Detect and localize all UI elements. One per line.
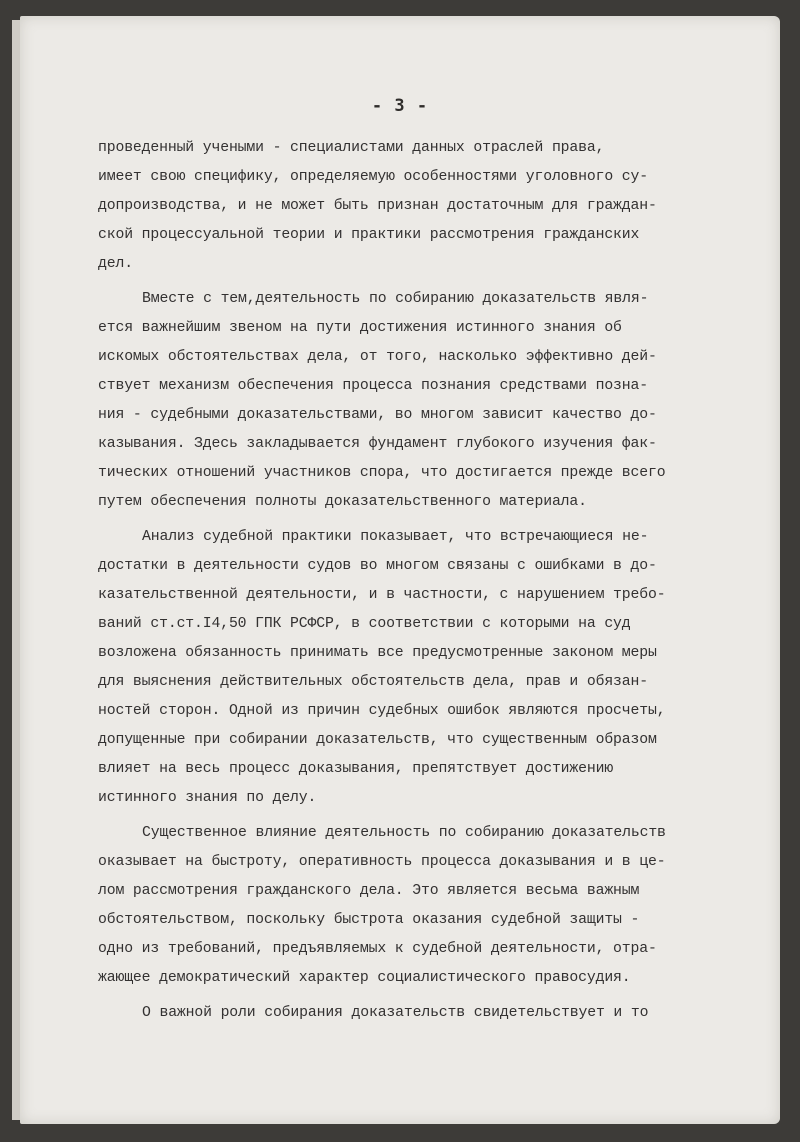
- text-line: Существенное влияние деятельность по собиранию доказательств: [142, 825, 666, 841]
- text-line: имеет свою специфику, определяемую особенностями уголовного су-: [98, 169, 648, 185]
- text-line: обстоятельством, поскольку быстрота оказания судебной защиты -: [98, 912, 640, 928]
- text-line: проведенный учеными - специалистами данных отраслей права,: [98, 140, 605, 156]
- text-line: путем обеспечения полноты доказательственного материала.: [98, 494, 587, 510]
- text-line: достатки в деятельности судов во многом связаны с ошибками в до-: [98, 558, 657, 574]
- text-line: ской процессуальной теории и практики рассмотрения гражданских: [98, 227, 640, 243]
- text-line: искомых обстоятельствах дела, от того, насколько эффективно дей-: [98, 349, 657, 365]
- text-line: О важной роли собирания доказательств свидетельствует и то: [142, 1005, 649, 1021]
- text-line: жающее демократический характер социалистического правосудия.: [98, 970, 631, 986]
- text-line: казывания. Здесь закладывается фундамент глубокого изучения фак-: [98, 436, 657, 452]
- paragraph-1: [98, 134, 698, 279]
- text-line: Анализ судебной практики показывает, что встречающиеся не-: [142, 529, 649, 545]
- text-line: дел.: [98, 256, 133, 272]
- text-line: одно из требований, предъявляемых к судебной деятельности, отра-: [98, 941, 657, 957]
- text-line: ствует механизм обеспечения процесса познания средствами позна-: [98, 378, 648, 394]
- text-line: ваний ст.ст.I4,50 ГПК РСФСР, в соответствии с которыми на суд: [98, 616, 631, 632]
- text-line: Вместе с тем,деятельность по собиранию доказательств явля-: [142, 291, 649, 307]
- text-line: допущенные при собирании доказательств, что существенным образом: [98, 732, 657, 748]
- text-line: ется важнейшим звеном на пути достижения истинного знания об: [98, 320, 622, 336]
- page-number: - 3 -: [371, 96, 429, 116]
- paragraph-4: [98, 819, 698, 993]
- paragraph-3: [98, 523, 698, 813]
- paragraph-2: [98, 285, 698, 517]
- text-line: ностей сторон. Одной из причин судебных ошибок являются просчеты,: [98, 703, 666, 719]
- text-line: ния - судебными доказательствами, во многом зависит качество до-: [98, 407, 657, 423]
- paragraph-5: [98, 999, 698, 1028]
- text-line: лом рассмотрения гражданского дела. Это является весьма важным: [98, 883, 640, 899]
- text-line: для выяснения действительных обстоятельств дела, прав и обязан-: [98, 674, 648, 690]
- text-line: возложена обязанность принимать все предусмотренные законом меры: [98, 645, 657, 661]
- document-page: [20, 16, 780, 1124]
- text-line: оказывает на быстроту, оперативность процесса доказывания и в це-: [98, 854, 666, 870]
- text-line: тических отношений участников спора, что достигается прежде всего: [98, 465, 666, 481]
- body-text: [98, 134, 698, 1028]
- text-line: влияет на весь процесс доказывания, препятствует достижению: [98, 761, 614, 777]
- text-line: допроизводства, и не может быть признан достаточным для граждан-: [98, 198, 657, 214]
- text-line: казательственной деятельности, и в частности, с нарушением требо-: [98, 587, 666, 603]
- text-line: истинного знания по делу.: [98, 790, 317, 806]
